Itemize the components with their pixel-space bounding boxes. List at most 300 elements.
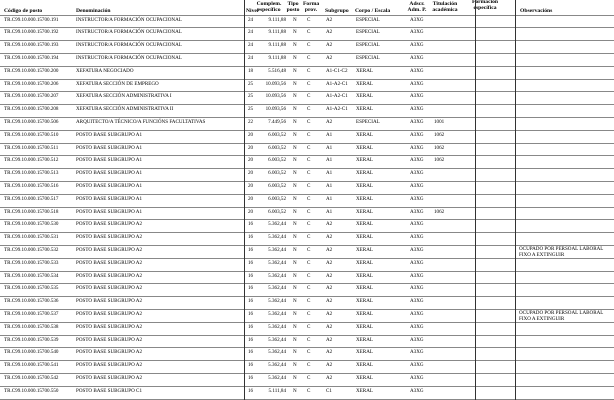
cell-nivel: 16 — [248, 259, 254, 266]
cell-corpo: XERAL — [356, 144, 373, 151]
table-row — [0, 245, 614, 258]
header-nivel: Nivel — [246, 8, 259, 14]
cell-forma: C — [307, 29, 311, 36]
cell-complemento: 5.362,44 — [268, 272, 286, 279]
header-formacion: Formación específica — [471, 0, 499, 11]
row-separator — [0, 399, 614, 400]
cell-corpo: XERAL — [356, 157, 373, 164]
cell-forma: C — [307, 131, 311, 138]
cell-complemento: 5.362,44 — [268, 285, 286, 292]
cell-forma: C — [307, 195, 311, 202]
header-denominacion: Denominación — [76, 8, 111, 14]
cell-adscr: A3XG — [410, 182, 424, 189]
cell-complemento: 10.093,56 — [265, 93, 286, 100]
cell-nivel: 16 — [248, 310, 254, 317]
cell-corpo: XERAL — [356, 246, 373, 253]
cell-denominacion: POSTO BASE SUBGRUPO A2 — [76, 259, 143, 266]
cell-denominacion: POSTO BASE SUBGRUPO A2 — [76, 323, 143, 330]
cell-subgrupo: A2 — [326, 285, 333, 292]
cell-complemento: 5.362,44 — [268, 336, 286, 343]
cell-adscr: A3XG — [410, 54, 424, 61]
table-row — [0, 91, 614, 104]
cell-codigo: TR.C99.10.000.15700.540 — [4, 349, 59, 356]
row-separator — [0, 181, 614, 182]
cell-forma: C — [307, 144, 311, 151]
cell-subgrupo: A2 — [326, 221, 333, 228]
cell-forma: C — [307, 80, 311, 87]
cell-tipo: N — [293, 170, 297, 177]
cell-subgrupo: A2 — [326, 16, 333, 23]
cell-nivel: 16 — [248, 298, 254, 305]
cell-tipo: N — [293, 54, 297, 61]
cell-codigo: TR.C99.10.000.15700.550 — [4, 387, 59, 394]
cell-denominacion: INSTRUCTOR/A FORMACIÓN OCUPACIONAL — [76, 16, 182, 23]
cell-denominacion: XEFATURA NEGOCIADO — [76, 67, 134, 74]
cell-corpo: XERAL — [356, 298, 373, 305]
cell-subgrupo: A2 — [326, 29, 333, 36]
cell-nivel: 16 — [248, 221, 254, 228]
cell-complemento: 6.003,52 — [268, 131, 286, 138]
cell-nivel: 16 — [248, 272, 254, 279]
cell-forma: C — [307, 157, 311, 164]
cell-complemento: 5.362,44 — [268, 234, 286, 241]
cell-complemento: 10.093,56 — [265, 106, 286, 113]
cell-codigo: TR.C99.10.000.15700.530 — [4, 221, 59, 228]
cell-titulacion: 1001 — [434, 118, 445, 125]
row-separator — [0, 104, 614, 105]
cell-denominacion: POSTO BASE SUBGRUPO A1 — [76, 144, 143, 151]
table-row — [0, 322, 614, 335]
row-separator — [0, 232, 614, 233]
cell-adscr: A3XG — [410, 349, 424, 356]
cell-subgrupo: A2 — [326, 272, 333, 279]
table-row — [0, 335, 614, 348]
cell-codigo: TR.C99.10.000.15700.536 — [4, 298, 59, 305]
cell-titulacion: 1062 — [434, 208, 445, 215]
cell-adscr: A3XG — [410, 16, 424, 23]
cell-tipo: N — [293, 195, 297, 202]
cell-forma: C — [307, 221, 311, 228]
cell-nivel: 16 — [248, 285, 254, 292]
table-row — [0, 347, 614, 360]
cell-tipo: N — [293, 272, 297, 279]
cell-complemento: 9.111,88 — [268, 29, 286, 36]
cell-tipo: N — [293, 106, 297, 113]
table-row — [0, 219, 614, 232]
cell-forma: C — [307, 54, 311, 61]
cell-tipo: N — [293, 93, 297, 100]
cell-forma: C — [307, 118, 311, 125]
cell-forma: C — [307, 310, 311, 317]
cell-adscr: A3XG — [410, 374, 424, 381]
cell-complemento: 6.003,52 — [268, 195, 286, 202]
row-separator — [0, 207, 614, 208]
row-separator — [0, 322, 614, 323]
row-separator — [0, 117, 614, 118]
row-separator — [0, 66, 614, 67]
cell-subgrupo: A2 — [326, 374, 333, 381]
cell-nivel: 16 — [248, 387, 254, 394]
cell-adscr: A3XG — [410, 298, 424, 305]
cell-subgrupo: A1 — [326, 195, 333, 202]
cell-complemento: 9.111,88 — [268, 16, 286, 23]
cell-subgrupo: A2 — [326, 298, 333, 305]
cell-tipo: N — [293, 323, 297, 330]
row-separator — [0, 168, 614, 169]
cell-tipo: N — [293, 144, 297, 151]
cell-forma: C — [307, 246, 311, 253]
cell-nivel: 20 — [248, 144, 254, 151]
cell-tipo: N — [293, 16, 297, 23]
cell-codigo: TR.C99.10.000.15700.539 — [4, 336, 59, 343]
cell-denominacion: XEFATURA SECCIÓN ADMINISTRATIVA II — [76, 106, 174, 113]
header-subgrupo: Subgrupo — [325, 8, 349, 14]
cell-forma: C — [307, 16, 311, 23]
cell-subgrupo: A2 — [326, 54, 333, 61]
cell-complemento: 5.362,44 — [268, 221, 286, 228]
table-row — [0, 283, 614, 296]
header-forma: Forma prov. — [303, 1, 320, 13]
cell-forma: C — [307, 298, 311, 305]
cell-subgrupo: A1 — [326, 170, 333, 177]
cell-adscr: A3XG — [410, 272, 424, 279]
cell-complemento: 5.516,48 — [268, 67, 286, 74]
cell-complemento: 5.362,44 — [268, 349, 286, 356]
table-row — [0, 360, 614, 373]
cell-complemento: 5.362,44 — [268, 362, 286, 369]
cell-denominacion: POSTO BASE SUBGRUPO C1 — [76, 387, 143, 394]
row-separator — [0, 335, 614, 336]
cell-complemento: 5.362,44 — [268, 374, 286, 381]
cell-subgrupo: A1 — [326, 182, 333, 189]
cell-nivel: 24 — [248, 54, 254, 61]
cell-adscr: A3XG — [410, 195, 424, 202]
table-row — [0, 386, 614, 399]
cell-denominacion: POSTO BASE SUBGRUPO A2 — [76, 285, 143, 292]
header-adscripcion: Adscr. Adm. P. — [407, 1, 427, 13]
cell-tipo: N — [293, 362, 297, 369]
cell-forma: C — [307, 67, 311, 74]
table-row — [0, 181, 614, 194]
cell-denominacion: XEFATURA SECCIÓN DE EMPREGO — [76, 80, 159, 87]
cell-corpo: XERAL — [356, 208, 373, 215]
cell-complemento: 6.003,52 — [268, 170, 286, 177]
cell-subgrupo: A1-A2-C1 — [326, 106, 348, 113]
cell-denominacion: POSTO BASE SUBGRUPO A1 — [76, 182, 143, 189]
cell-nivel: 22 — [248, 118, 254, 125]
row-separator — [0, 155, 614, 156]
cell-adscr: A3XG — [410, 234, 424, 241]
cell-corpo: XERAL — [356, 131, 373, 138]
cell-codigo: TR.C99.10.000.15700.531 — [4, 234, 59, 241]
cell-corpo: XERAL — [356, 285, 373, 292]
cell-denominacion: POSTO BASE SUBGRUPO A2 — [76, 234, 143, 241]
cell-codigo: TR.C99.10.000.15700.537 — [4, 310, 59, 317]
cell-codigo: TR.C99.10.000.15700.506 — [4, 118, 59, 125]
cell-adscr: A3XG — [410, 362, 424, 369]
cell-corpo: XERAL — [356, 106, 373, 113]
cell-nivel: 25 — [248, 106, 254, 113]
row-separator — [0, 283, 614, 284]
row-separator — [0, 373, 614, 374]
cell-adscr: A3XG — [410, 208, 424, 215]
cell-subgrupo: A2 — [326, 118, 333, 125]
cell-tipo: N — [293, 310, 297, 317]
cell-corpo: XERAL — [356, 374, 373, 381]
cell-nivel: 20 — [248, 182, 254, 189]
cell-codigo: TR.C99.10.000.15700.516 — [4, 182, 59, 189]
cell-complemento: 7.449,56 — [268, 118, 286, 125]
cell-nivel: 16 — [248, 336, 254, 343]
cell-subgrupo: A2 — [326, 336, 333, 343]
column-divider — [244, 0, 245, 400]
row-separator — [0, 360, 614, 361]
cell-tipo: N — [293, 29, 297, 36]
table-row — [0, 194, 614, 207]
cell-denominacion: POSTO BASE SUBGRUPO A1 — [76, 131, 143, 138]
row-separator — [0, 347, 614, 348]
cell-denominacion: POSTO BASE SUBGRUPO A2 — [76, 221, 143, 228]
table-row — [0, 66, 614, 79]
row-separator — [0, 296, 614, 297]
cell-adscr: A3XG — [410, 310, 424, 317]
cell-forma: C — [307, 234, 311, 241]
cell-titulacion: 1062 — [434, 157, 445, 164]
cell-adscr: A3XG — [410, 336, 424, 343]
cell-complemento: 9.111,88 — [268, 42, 286, 49]
cell-adscr: A3XG — [410, 80, 424, 87]
table-row — [0, 232, 614, 245]
cell-denominacion: POSTO BASE SUBGRUPO A2 — [76, 272, 143, 279]
cell-codigo: TR.C99.10.000.15700.541 — [4, 362, 59, 369]
table-row — [0, 258, 614, 271]
row-separator — [0, 53, 614, 54]
cell-tipo: N — [293, 131, 297, 138]
row-separator — [0, 143, 614, 144]
cell-nivel: 18 — [248, 67, 254, 74]
cell-subgrupo: A2 — [326, 234, 333, 241]
cell-nivel: 20 — [248, 195, 254, 202]
cell-adscr: A3XG — [410, 67, 424, 74]
cell-forma: C — [307, 259, 311, 266]
header-corpo: Corpo / Escala — [355, 8, 391, 14]
cell-corpo: XERAL — [356, 234, 373, 241]
cell-complemento: 6.003,52 — [268, 144, 286, 151]
cell-corpo: XERAL — [356, 387, 373, 394]
cell-forma: C — [307, 182, 311, 189]
cell-corpo: ESPECIAL — [356, 118, 380, 125]
row-separator — [0, 40, 614, 41]
row-separator — [0, 79, 614, 80]
cell-adscr: A3XG — [410, 42, 424, 49]
cell-corpo: XERAL — [356, 221, 373, 228]
row-separator — [0, 15, 614, 16]
cell-codigo: TR.C99.10.000.15700.513 — [4, 170, 59, 177]
cell-adscr: A3XG — [410, 221, 424, 228]
cell-codigo: TR.C99.10.000.15700.535 — [4, 285, 59, 292]
cell-complemento: 5.362,44 — [268, 259, 286, 266]
cell-nivel: 16 — [248, 362, 254, 369]
cell-corpo: XERAL — [356, 362, 373, 369]
cell-forma: C — [307, 272, 311, 279]
cell-forma: C — [307, 285, 311, 292]
cell-tipo: N — [293, 246, 297, 253]
cell-codigo: TR.C99.10.000.15700.533 — [4, 259, 59, 266]
cell-subgrupo: A1 — [326, 157, 333, 164]
cell-subgrupo: A2 — [326, 362, 333, 369]
table-row — [0, 143, 614, 156]
cell-codigo: TR.C99.10.000.15700.194 — [4, 54, 59, 61]
header-titulacion: Titulación académica — [432, 1, 458, 13]
cell-nivel: 24 — [248, 16, 254, 23]
cell-denominacion: POSTO BASE SUBGRUPO A2 — [76, 362, 143, 369]
table-row — [0, 53, 614, 66]
cell-denominacion: POSTO BASE SUBGRUPO A2 — [76, 310, 143, 317]
column-divider — [515, 0, 516, 400]
cell-adscr: A3XG — [410, 144, 424, 151]
cell-subgrupo: A2 — [326, 323, 333, 330]
cell-titulacion: 1062 — [434, 144, 445, 151]
cell-adscr: A3XG — [410, 131, 424, 138]
cell-tipo: N — [293, 374, 297, 381]
cell-observaciones: OCUPADO POR PERSOAL LABORAL FIXO A EXTINGUIR — [519, 245, 604, 259]
cell-tipo: N — [293, 298, 297, 305]
table-row — [0, 373, 614, 386]
row-separator — [0, 219, 614, 220]
table-row — [0, 168, 614, 181]
cell-complemento: 9.111,88 — [268, 54, 286, 61]
header-tipo: Tipo posto — [286, 1, 300, 13]
cell-corpo: XERAL — [356, 310, 373, 317]
cell-tipo: N — [293, 80, 297, 87]
cell-adscr: A3XG — [410, 323, 424, 330]
table-row — [0, 15, 614, 28]
cell-adscr: A3XG — [410, 246, 424, 253]
cell-codigo: TR.C99.10.000.15700.538 — [4, 323, 59, 330]
cell-adscr: A3XG — [410, 285, 424, 292]
cell-denominacion: ARQUITECTO/A TÉCNICO/A FUNCIÓNS FACULTATIVAS — [76, 118, 206, 125]
cell-nivel: 20 — [248, 131, 254, 138]
cell-adscr: A3XG — [410, 106, 424, 113]
cell-nivel: 25 — [248, 93, 254, 100]
cell-adscr: A3XG — [410, 29, 424, 36]
cell-tipo: N — [293, 118, 297, 125]
cell-forma: C — [307, 362, 311, 369]
cell-tipo: N — [293, 157, 297, 164]
cell-codigo: TR.C99.10.000.15700.200 — [4, 67, 59, 74]
cell-nivel: 16 — [248, 234, 254, 241]
table-row — [0, 271, 614, 284]
cell-denominacion: POSTO BASE SUBGRUPO A1 — [76, 157, 143, 164]
cell-tipo: N — [293, 336, 297, 343]
cell-codigo: TR.C99.10.000.15700.510 — [4, 131, 59, 138]
cell-subgrupo: A1 — [326, 208, 333, 215]
cell-corpo: XERAL — [356, 336, 373, 343]
cell-complemento: 5.362,44 — [268, 298, 286, 305]
cell-tipo: N — [293, 349, 297, 356]
cell-complemento: 5.362,44 — [268, 310, 286, 317]
table-row — [0, 27, 614, 40]
cell-adscr: A3XG — [410, 93, 424, 100]
cell-denominacion: XEFATURA SECCIÓN ADMINISTRATIVA I — [76, 93, 172, 100]
table-row — [0, 130, 614, 143]
cell-subgrupo: A1-A2-C1 — [326, 80, 348, 87]
cell-complemento: 5.111,84 — [268, 387, 286, 394]
cell-corpo: XERAL — [356, 323, 373, 330]
cell-observaciones: OCUPADO POR PERSOAL LABORAL FIXO A EXTINGUIR — [519, 309, 604, 323]
cell-adscr: A3XG — [410, 118, 424, 125]
cell-subgrupo: A2 — [326, 246, 333, 253]
cell-subgrupo: A1-C1-C2 — [326, 67, 348, 74]
cell-tipo: N — [293, 234, 297, 241]
cell-subgrupo: A2 — [326, 259, 333, 266]
cell-corpo: XERAL — [356, 349, 373, 356]
cell-codigo: TR.C99.10.000.15700.191 — [4, 16, 59, 23]
cell-forma: C — [307, 93, 311, 100]
cell-tipo: N — [293, 182, 297, 189]
table-row — [0, 40, 614, 53]
cell-subgrupo: A2 — [326, 349, 333, 356]
cell-tipo: N — [293, 67, 297, 74]
cell-codigo: TR.C99.10.000.15700.206 — [4, 80, 59, 87]
cell-nivel: 16 — [248, 349, 254, 356]
cell-forma: C — [307, 208, 311, 215]
cell-forma: C — [307, 374, 311, 381]
cell-subgrupo: A1-A2-C1 — [326, 93, 348, 100]
cell-adscr: A3XG — [410, 157, 424, 164]
cell-codigo: TR.C99.10.000.15700.512 — [4, 157, 59, 164]
cell-nivel: 20 — [248, 208, 254, 215]
cell-denominacion: INSTRUCTOR/A FORMACIÓN OCUPACIONAL — [76, 42, 182, 49]
column-divider — [475, 0, 476, 400]
cell-corpo: XERAL — [356, 93, 373, 100]
table-row — [0, 207, 614, 220]
cell-denominacion: POSTO BASE SUBGRUPO A1 — [76, 208, 143, 215]
cell-denominacion: POSTO BASE SUBGRUPO A2 — [76, 246, 143, 253]
cell-corpo: XERAL — [356, 182, 373, 189]
cell-titulacion: 1062 — [434, 131, 445, 138]
cell-subgrupo: C1 — [326, 387, 332, 394]
row-separator — [0, 271, 614, 272]
cell-nivel: 16 — [248, 323, 254, 330]
cell-codigo: TR.C99.10.000.15700.517 — [4, 195, 59, 202]
cell-nivel: 16 — [248, 374, 254, 381]
cell-subgrupo: A1 — [326, 131, 333, 138]
cell-corpo: XERAL — [356, 80, 373, 87]
cell-forma: C — [307, 387, 311, 394]
cell-adscr: A3XG — [410, 387, 424, 394]
header-complemento: Complem. específico — [256, 1, 282, 13]
cell-tipo: N — [293, 208, 297, 215]
cell-forma: C — [307, 106, 311, 113]
table-row — [0, 104, 614, 117]
cell-codigo: TR.C99.10.000.15700.192 — [4, 29, 59, 36]
cell-nivel: 16 — [248, 246, 254, 253]
table-row — [0, 155, 614, 168]
cell-adscr: A3XG — [410, 259, 424, 266]
cell-codigo: TR.C99.10.000.15700.511 — [4, 144, 59, 151]
cell-corpo: XERAL — [356, 259, 373, 266]
cell-nivel: 20 — [248, 157, 254, 164]
cell-denominacion: POSTO BASE SUBGRUPO A2 — [76, 336, 143, 343]
cell-nivel: 24 — [248, 29, 254, 36]
cell-tipo: N — [293, 221, 297, 228]
cell-corpo: ESPECIAL — [356, 54, 380, 61]
cell-complemento: 6.003,52 — [268, 208, 286, 215]
cell-forma: C — [307, 170, 311, 177]
table-row — [0, 79, 614, 92]
cell-corpo: ESPECIAL — [356, 42, 380, 49]
